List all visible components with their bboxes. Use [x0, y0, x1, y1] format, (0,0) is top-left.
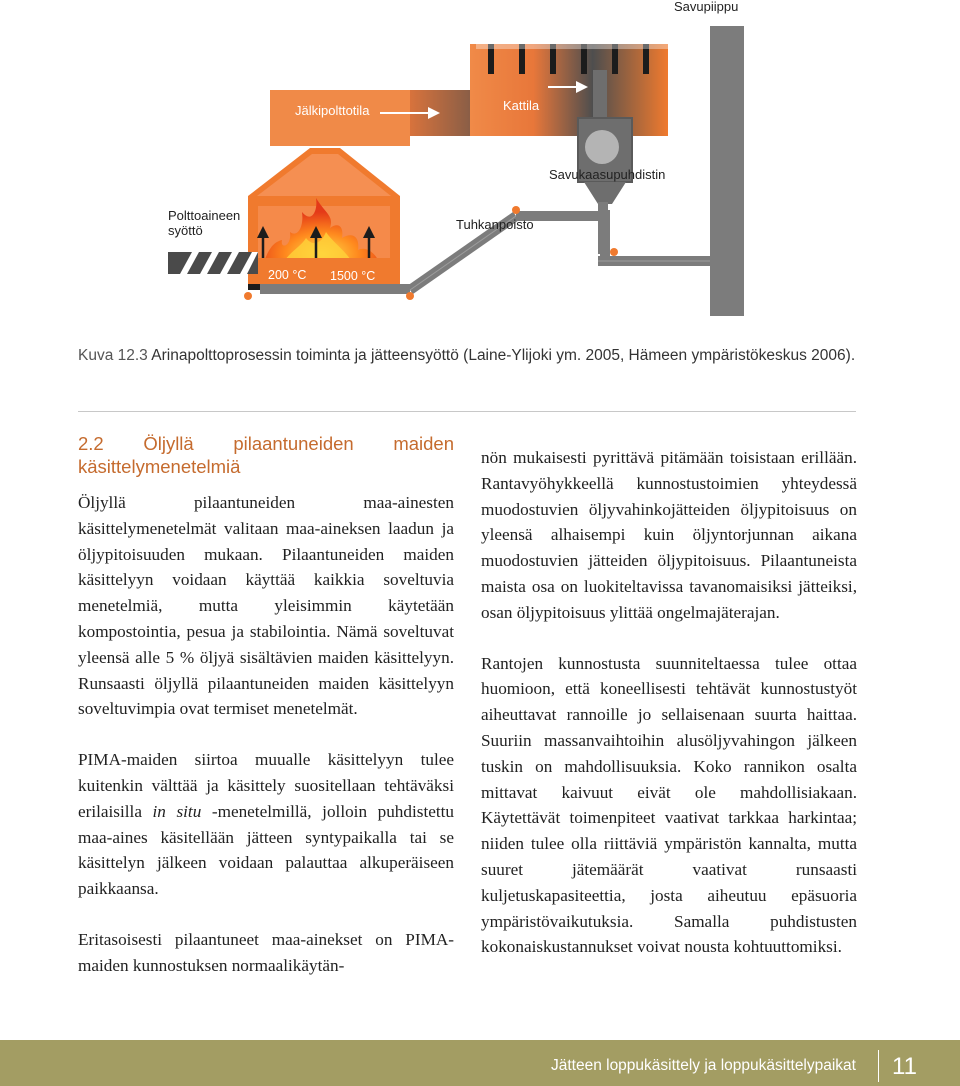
page-number: 11 — [892, 1053, 917, 1080]
label-fuel-feed-2: syöttö — [168, 223, 203, 238]
page-footer — [0, 1040, 960, 1086]
paragraph-3: Eritasoisesti pilaantuneet maa-ainekset on PIMA-maiden kunnostuksen normaalikäytän- — [78, 929, 454, 975]
afterburner-block — [270, 90, 410, 146]
figure-number: Kuva 12.3 — [78, 347, 148, 364]
paragraph-2-part-b: -menetelmillä, jolloin puhdistettu maa-aines käsitellään jätteen syntypaikalla tai se käsittelyn jälkeen voidaan palauttaa alkuperäiseen paikkaansa. — [78, 801, 455, 899]
label-boiler: Kattila — [503, 98, 540, 113]
paragraph-4: nön mukaisesti pyrittävä pitämään toisistaan erillään. Rantavyöhykkeellä kunnostustoimien yhteydessä muodostuvien öljyvahinkojätteiden öljypitoisuus on yleensä alhaisempi kuin öljyntorjunnan aikana muodostuvien jätteiden öljypitoisuus. Pilaantuneista maista osa on luokiteltavissa tavanomaisiksi jätteiksi, osan öljypitoisuus ylittää ongelmajäterajan. — [481, 448, 857, 622]
chimney — [710, 26, 744, 316]
cleaner-hopper — [584, 182, 626, 204]
text-column-right — [481, 445, 857, 985]
label-temp-low: 200 °C — [268, 268, 307, 282]
section-divider — [78, 411, 856, 412]
paragraph-1: Öljyllä pilaantuneiden maa-ainesten käsittelymenetelmät valitaan maa-aineksen laadun ja öljypitoisuuden mukaan. Pilaantuneiden maiden käsittelyyn voidaan käyttää kaikkia soveltuvia menetelmiä, mutta yleisimmin käytetään kompostointia, pesua ja stabilointia. Nämä soveltuvat yleensä alle 5 % öljyä sisältävien maiden käsittelyyn. Runsaasti öljyllä pilaantuneiden maiden käsittelyyn soveltuvimpia ovat termiset menetelmät. — [78, 493, 454, 719]
cleaner-filter — [585, 130, 619, 164]
label-chimney: Savupiippu — [674, 0, 739, 14]
paragraph-2-italic: in situ — [152, 801, 202, 821]
figure-caption — [78, 343, 868, 368]
footer-title: Jätteen loppukäsittely ja loppukäsittelypaikat — [550, 1057, 856, 1074]
paragraph-5: Rantojen kunnostusta suunniteltaessa tulee ottaa huomioon, että koneellisesti tehtävät kunnostustyöt aiheuttavat rannoille jo sellaisenaan suurta haittaa. Suuriin massanvaihtoihin alusöljyvahingon jälkeen tuskin on mahdollisuuksia. Koko rannikon osalta mittavat kaivuut eivät ole mahdollisiakaan. Käytettävät toimenpiteet vaativat tarkkaa harkintaa; niiden tulee olla riittäviä ympäristön kannalta, mutta suuret jätemäärät vaativat runsaasti kuljetuskapasiteettia, josta aiheutuu epäsuoria ympäristövaikutuksia. Samalla puhdistusten kokonaiskustannukset voivat nousta kohtuuttomiksi. — [481, 653, 857, 957]
label-afterburner: Jälkipolttotila — [295, 103, 370, 118]
incineration-diagram — [0, 0, 960, 320]
paragraph-2 — [78, 747, 454, 902]
section-heading: 2.2 Öljyllä pilaantuneiden maiden käsittelymenetelmiä — [78, 433, 454, 477]
label-temp-high: 1500 °C — [330, 269, 376, 283]
boiler-top — [470, 44, 668, 136]
paragraph-2-part-a: PIMA-maiden siirtoa muualle käsittelyyn tulee kuitenkin välttää ja käsittely suositellaan tehtäväksi erilaisilla — [78, 750, 454, 821]
label-fuel-feed-1: Polttoaineen — [168, 208, 241, 223]
footer-divider — [878, 1050, 879, 1082]
text-column-left — [78, 432, 454, 1004]
figure-caption-text: Arinapolttoprosessin toiminta ja jätteensyöttö (Laine-Ylijoki ym. 2005, Hämeen ympäristökeskus 2006). — [147, 347, 856, 364]
cleaner-pipe — [593, 70, 607, 120]
label-ash-removal: Tuhkanpoisto — [456, 217, 534, 232]
label-flue-gas-cleaner: Savukaasupuhdistin — [549, 167, 666, 182]
